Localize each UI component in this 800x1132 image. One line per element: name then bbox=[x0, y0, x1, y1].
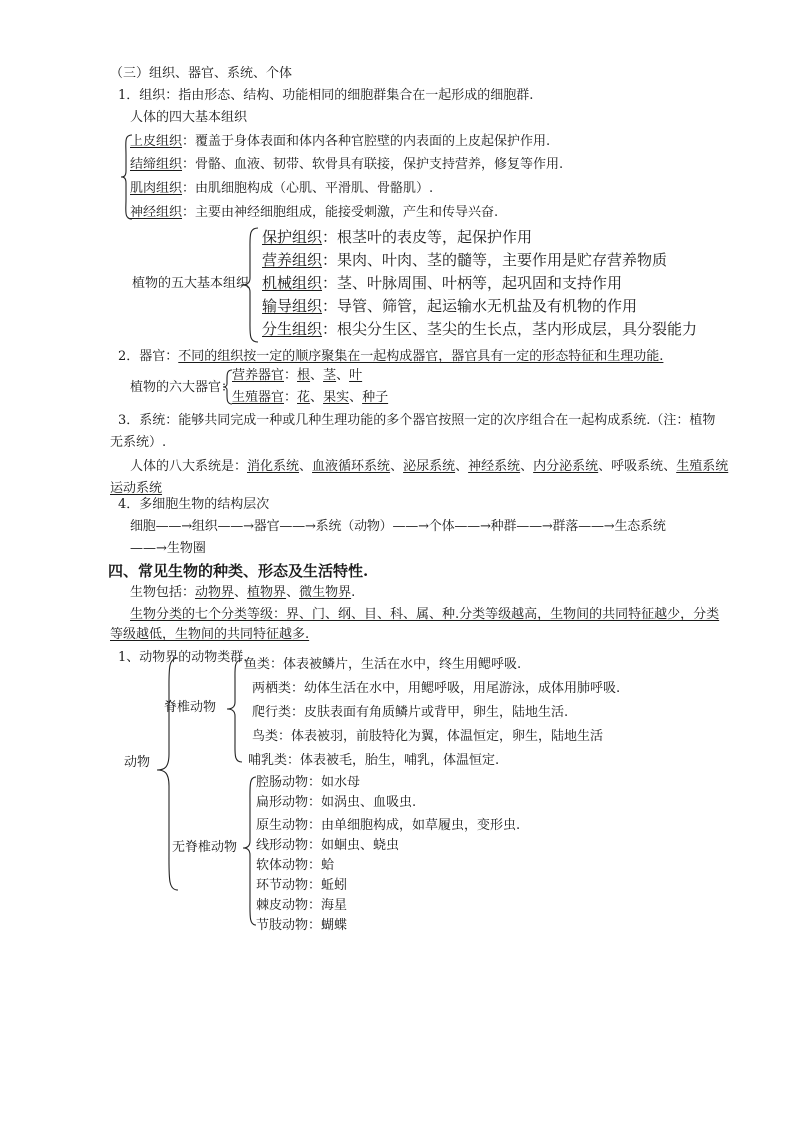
invertebrate-nematode: 线形动物：如蛔虫、蛲虫 bbox=[256, 838, 400, 853]
organ-item-root: 根 bbox=[297, 368, 311, 383]
plant-tissue-mechanical bbox=[262, 274, 622, 292]
organ-item-fruit: 果实 bbox=[323, 390, 350, 405]
kingdom-item: 微生物界 bbox=[299, 585, 352, 600]
animal-root-brace bbox=[156, 656, 180, 892]
human-tissue-nervous bbox=[130, 205, 498, 221]
system-definition-line1: 3．系统：能够共同完成一种或几种生理功能的多个器官按照一定的次序组合在一起构成系统.（注：植物 bbox=[118, 413, 716, 428]
kingdoms-prefix: 生物包括： bbox=[130, 585, 196, 600]
plant-tissue-meristematic bbox=[262, 320, 697, 338]
organ-group-sep: ： bbox=[284, 390, 298, 405]
organ-group-name: 生殖器官 bbox=[232, 390, 285, 405]
vertebrate-label: 脊椎动物 bbox=[164, 700, 217, 715]
human-tissue-desc: ：由肌细胞构成（心肌、平滑肌、骨骼肌）. bbox=[182, 181, 434, 196]
organ-group-sep: ： bbox=[284, 368, 298, 383]
tissue-definition-text: 指由形态、结构、功能相同的细胞群集合在一起形成的细胞群. bbox=[178, 88, 534, 103]
vertebrate-fish: 鱼类：体表被鳞片，生活在水中，终生用鳃呼吸. bbox=[244, 657, 522, 672]
vertebrate-amphibian: 两栖类：幼体生活在水中，用鳃呼吸，用尾游泳，成体用肺呼吸. bbox=[252, 681, 621, 696]
plant-tissue-brace bbox=[240, 226, 260, 344]
organ-item-seed: 种子 bbox=[362, 390, 389, 405]
human-tissue-muscle bbox=[130, 181, 433, 197]
human-tissue-name: 肌肉组织 bbox=[130, 181, 183, 196]
organ-item-leaf: 叶 bbox=[349, 368, 363, 383]
organ-definition bbox=[118, 349, 663, 365]
vertebrate-brace bbox=[226, 658, 244, 764]
plant-tissue-desc: ：导管、筛管，起运输水无机盐及有机物的作用 bbox=[322, 297, 638, 315]
organ-group-vegetative: 营养器官：根、茎、叶 bbox=[232, 368, 363, 383]
invertebrate-mollusk: 软体动物：蛤 bbox=[256, 858, 335, 873]
system-item: 泌尿系统 bbox=[403, 459, 456, 474]
animal-root-label: 动物 bbox=[124, 755, 151, 770]
invertebrate-label: 无脊椎动物 bbox=[172, 840, 238, 855]
plant-organs-label: 植物的六大器官： bbox=[130, 380, 235, 395]
organ-group-reproductive: 生殖器官：花、果实、种子 bbox=[232, 390, 389, 405]
invertebrate-arthropod: 节肢动物：蝴蝶 bbox=[256, 918, 348, 933]
invertebrate-flatworm: 扁形动物：如涡虫、血吸虫. bbox=[256, 795, 417, 810]
invertebrate-annelid: 环节动物：蚯蚓 bbox=[256, 878, 348, 893]
tissue-definition bbox=[118, 88, 533, 104]
human-systems-line2 bbox=[110, 481, 162, 497]
organ-group-name: 营养器官 bbox=[232, 368, 285, 383]
plant-tissue-name: 机械组织 bbox=[262, 274, 323, 292]
plant-tissue-desc: ：果肉、叶肉、茎的髓等，主要作用是贮存营养物质 bbox=[322, 251, 668, 269]
plant-tissue-name: 分生组织 bbox=[262, 320, 323, 338]
human-tissue-connective bbox=[130, 157, 563, 173]
hierarchy-chain-end: ——→生物圈 bbox=[130, 541, 206, 556]
classification-line1: 生物分类的七个分类等级：界、门、纲、目、科、属、种.分类等级越高，生物间的共同特征越少，分类 bbox=[130, 607, 720, 622]
plant-tissues-label: 植物的五大基本组织 bbox=[132, 276, 250, 291]
animal-groups-heading: 1、动物界的动物类群. bbox=[118, 650, 248, 665]
plant-tissue-name: 营养组织 bbox=[262, 251, 323, 269]
organ-item-flower: 花 bbox=[297, 390, 311, 405]
human-tissue-desc: ：主要由神经细胞组成，能接受刺激，产生和传导兴奋. bbox=[182, 205, 499, 220]
human-tissue-name: 上皮组织 bbox=[130, 134, 183, 149]
human-tissue-desc: ：覆盖于身体表面和体内各种官腔壁的内表面的上皮起保护作用. bbox=[182, 134, 551, 149]
classification-line2: 等级越低，生物间的共同特征越多. bbox=[110, 627, 310, 642]
tissue-label: 1．组织： bbox=[118, 88, 179, 103]
human-systems: 人体的八大系统是：消化系统、血液循环系统、泌尿系统、神经系统、内分泌系统、呼吸系统、生殖系统 bbox=[130, 459, 729, 474]
system-item: 消化系统 bbox=[247, 459, 300, 474]
human-tissues-heading: 人体的四大基本组织 bbox=[130, 110, 248, 125]
plant-tissue-desc: ：茎、叶脉周围、叶柄等，起巩固和支持作用 bbox=[322, 274, 623, 292]
kingdoms-line: 生物包括：动物界、植物界、微生物界. bbox=[130, 585, 356, 600]
kingdom-item: 动物界 bbox=[195, 585, 235, 600]
system-item: 血液循环系统 bbox=[312, 459, 391, 474]
organ-definition-text: 不同的组织按一定的顺序聚集在一起构成器官，器官具有一定的形态特征和生理功能. bbox=[178, 349, 664, 364]
plant-tissue-desc: ：根茎叶的表皮等，起保护作用 bbox=[322, 228, 533, 246]
invertebrate-echinoderm: 棘皮动物：海星 bbox=[256, 898, 348, 913]
hierarchy-chain: 细胞——→组织——→器官——→系统（动物）——→个体——→种群——→群落——→生态系统 bbox=[130, 519, 666, 534]
system-item: 神经系统 bbox=[468, 459, 521, 474]
human-tissue-name: 结缔组织 bbox=[130, 157, 183, 172]
plant-tissue-desc: ：根尖分生区、茎尖的生长点，茎内形成层，具分裂能力 bbox=[322, 320, 698, 338]
system-item: 运动系统 bbox=[110, 481, 163, 496]
human-tissue-name: 神经组织 bbox=[130, 205, 183, 220]
vertebrate-reptile: 爬行类：皮肤表面有角质鳞片或背甲，卵生，陆地生活. bbox=[252, 705, 569, 720]
vertebrate-bird: 鸟类：体表被羽，前肢特化为翼，体温恒定，卵生，陆地生活 bbox=[252, 729, 604, 744]
plant-tissue-protective bbox=[262, 228, 532, 246]
section-3-title: （三）组织、器官、系统、个体 bbox=[110, 66, 293, 81]
invertebrate-cnidarian: 腔肠动物：如水母 bbox=[256, 775, 361, 790]
human-tissue-epithelial bbox=[130, 134, 550, 150]
human-tissue-desc: ：骨骼、血液、韧带、软骨具有联接，保护支持营养，修复等作用. bbox=[182, 157, 564, 172]
plant-tissue-name: 保护组织 bbox=[262, 228, 323, 246]
kingdom-item: 植物界 bbox=[247, 585, 287, 600]
invertebrate-protozoa: 原生动物：由单细胞构成，如草履虫，变形虫. bbox=[256, 818, 521, 833]
system-item: 内分泌系统 bbox=[533, 459, 599, 474]
vertebrate-mammal: 哺乳类：体表被毛，胎生，哺乳，体温恒定. bbox=[248, 753, 500, 768]
system-definition-line2: 无系统）. bbox=[110, 435, 167, 450]
plant-tissue-name: 输导组织 bbox=[262, 297, 323, 315]
plant-tissue-nutritive bbox=[262, 251, 667, 269]
plant-tissue-conducting bbox=[262, 297, 637, 315]
system-item: 生殖系统 bbox=[676, 459, 729, 474]
organ-label: 2．器官： bbox=[118, 349, 179, 364]
system-item: 呼吸系统 bbox=[611, 459, 664, 474]
kingdoms-end: . bbox=[351, 585, 356, 600]
human-systems-label: 人体的八大系统是： bbox=[130, 459, 248, 474]
organ-item-stem: 茎 bbox=[323, 368, 337, 383]
hierarchy-title: 4．多细胞生物的结构层次 bbox=[118, 497, 270, 512]
section-4-title: 四、常见生物的种类、形态及生活特性. bbox=[108, 562, 369, 580]
